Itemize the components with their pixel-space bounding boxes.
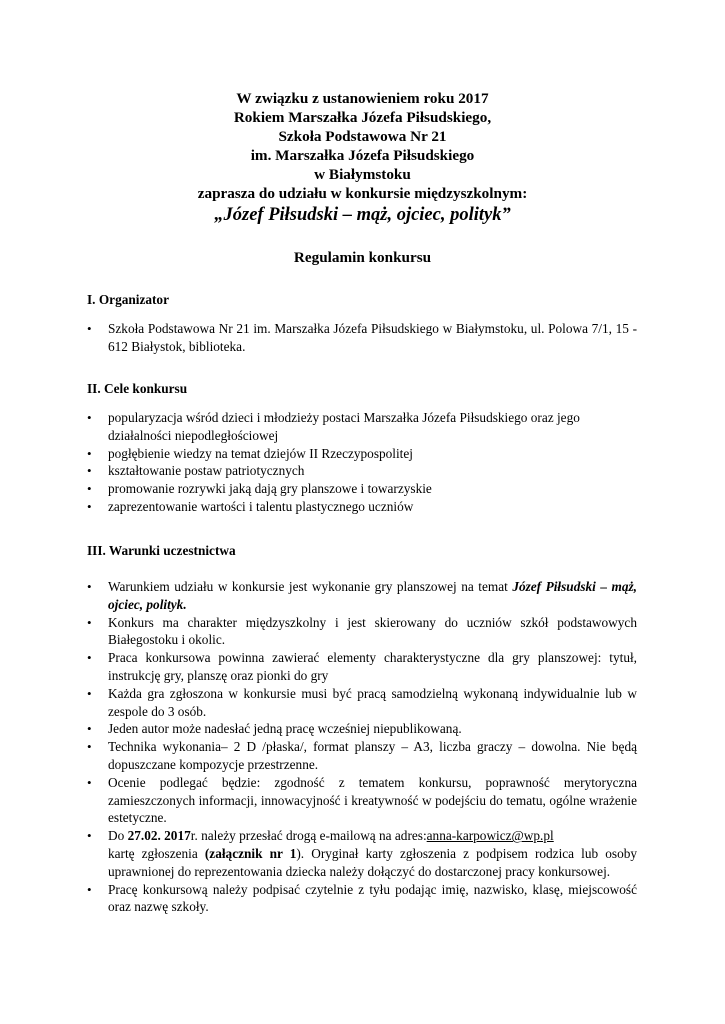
contest-title: „Józef Piłsudski – mąż, ojciec, polityk”: [214, 205, 511, 225]
section-conditions-title: III. Warunki uczestnictwa: [87, 543, 236, 558]
contest-name-emphasis: Józef Piłsudski – mąż, ojciec, polityk.: [108, 579, 637, 612]
list-item: • promowanie rozrywki jaką dają gry planszowe i towarzyskie: [87, 480, 637, 498]
list-item: [87, 578, 637, 614]
deadline-text: r. należy przesłać drogą e-mailową na adres:: [190, 828, 427, 844]
deadline-prefix: Do: [108, 828, 128, 844]
list-item: • Jeden autor może nadesłać jedną pracę wcześniej niepublikowaną.: [87, 720, 637, 738]
list-item: • Pracę konkursową należy podpisać czytelnie z tyłu podając imię, nazwisko, klasę, miejscowość oraz nazwę szkoły.: [87, 881, 637, 917]
goals-list: [87, 409, 637, 516]
list-item: • Szkoła Podstawowa Nr 21 im. Marszałka Józefa Piłsudskiego w Białymstoku, ul. Polowa 7/1, 15 - 612 Białystok, biblioteka.: [87, 320, 637, 356]
header-line-6: zaprasza do udziału w konkursie międzyszkolnym:: [197, 185, 528, 202]
list-item: • Ocenie podlegać będzie: zgodność z tematem konkursu, poprawność merytoryczna zamieszczonych informacji, innowacyjność i kreatywność w podejściu do tematu, ogólne wrażenie estetyczne.: [87, 774, 637, 827]
condition-1-text: Warunkiem udziału w konkursie jest wykonanie gry planszowej na temat: [108, 579, 513, 594]
email-link[interactable]: anna-karpowicz@wp.pl: [426, 828, 554, 844]
header-line-1: W związku z ustanowieniem roku 2017: [236, 90, 489, 107]
section-goals-title: II. Cele konkursu: [87, 381, 188, 396]
deadline-date: 27.02. 2017: [127, 828, 191, 844]
list-item: • Każda gra zgłoszona w konkursie musi być pracą samodzielną wykonaną indywidualnie lub w zespole do 3 osób.: [87, 685, 637, 721]
section-organizer-title: I. Organizator: [87, 292, 169, 307]
document-header: [0, 89, 725, 227]
conditions-list: [87, 578, 637, 916]
header-line-4: im. Marszałka Józefa Piłsudskiego: [250, 147, 475, 164]
form-text: kartę zgłoszenia: [108, 845, 205, 861]
list-item: • Technika wykonania– 2 D /płaska/, format planszy – A3, liczba graczy – dowolna. Nie będą dopuszczane kompozycje przestrzenne.: [87, 738, 637, 774]
list-item: [87, 827, 637, 880]
header-line-5: w Białymstoku: [314, 166, 411, 183]
regulamin-title: Regulamin konkursu: [293, 249, 432, 266]
organizer-list: [87, 320, 637, 356]
header-line-2: Rokiem Marszałka Józefa Piłsudskiego,: [233, 109, 492, 126]
attachment-ref: (załącznik nr 1: [204, 845, 297, 861]
header-line-3: Szkoła Podstawowa Nr 21: [278, 128, 447, 145]
list-item: • Praca konkursowa powinna zawierać elementy charakterystyczne dla gry planszowej: tytuł, instrukcję gry, planszę oraz pionki do gry: [87, 649, 637, 685]
list-item: • kształtowanie postaw patriotycznych: [87, 462, 637, 480]
list-item: • popularyzacja wśród dzieci i młodzieży postaci Marszałka Józefa Piłsudskiego oraz jego działalności niepodległościowej: [87, 409, 637, 445]
list-item: • zaprezentowanie wartości i talentu plastycznego uczniów: [87, 498, 637, 516]
list-item: • Konkurs ma charakter międzyszkolny i jest skierowany do uczniów szkół podstawowych Białegostoku i okolic.: [87, 614, 637, 650]
form-rest-text: ). Oryginał karty zgłoszenia z podpisem rodzica lub osoby uprawnionej do reprezentowania dziecka należy dołączyć do dostarczonej pracy konkursowej.: [108, 845, 638, 879]
list-item: • pogłębienie wiedzy na temat dziejów II Rzeczypospolitej: [87, 445, 637, 463]
